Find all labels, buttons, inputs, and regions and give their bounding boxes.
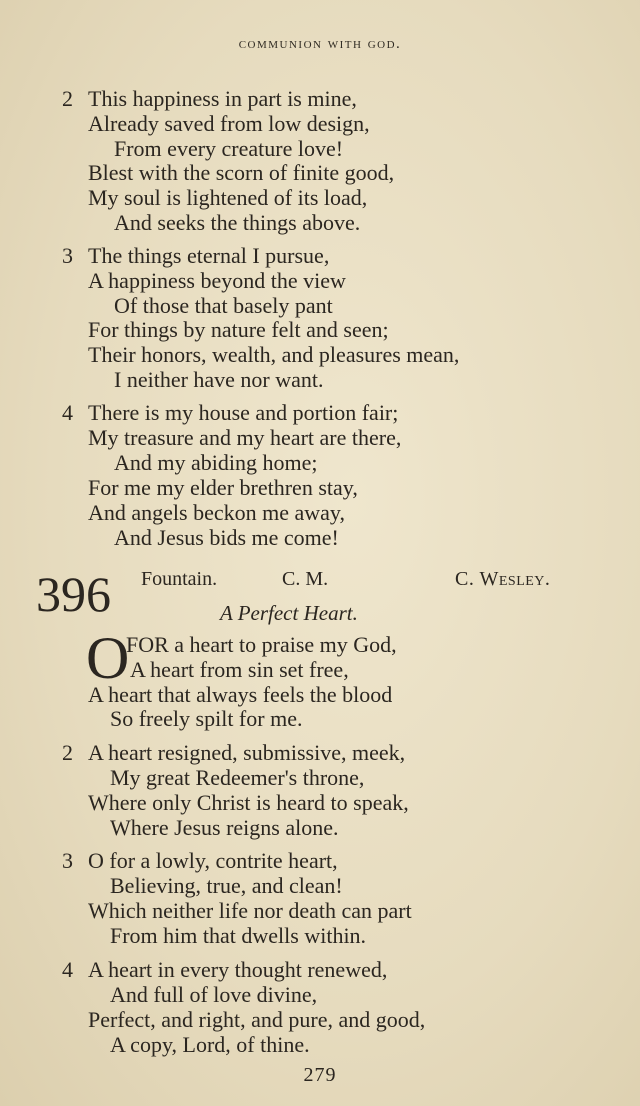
verse-line: For things by nature felt and seen; <box>88 317 389 342</box>
verse-line: My soul is lightened of its load, <box>88 185 368 210</box>
verse-line: My great Redeemer's throne, <box>110 765 365 790</box>
author: C. Wesley. <box>455 568 551 590</box>
verse-line: Believing, true, and clean! <box>110 873 343 898</box>
running-head: communion with god. <box>238 36 402 52</box>
verse-line: From him that dwells within. <box>110 923 367 948</box>
verse-line: So freely spilt for me. <box>110 706 303 731</box>
verse-line: FOR a heart to praise my God, <box>126 632 397 657</box>
verse-number: 3 <box>62 243 73 268</box>
verse-line: Already saved from low design, <box>88 111 370 136</box>
verse-number: 3 <box>62 848 73 873</box>
verse-line: Perfect, and right, and pure, and good, <box>88 1007 426 1032</box>
verse-line: Their honors, wealth, and pleasures mean, <box>88 342 460 367</box>
verse-line: And angels beckon me away, <box>88 500 345 525</box>
hymn-number: 396 <box>36 566 111 622</box>
verse-line: O for a lowly, contrite heart, <box>88 848 338 873</box>
verse-line: Blest with the scorn of finite good, <box>88 160 395 185</box>
page-number: 279 <box>303 1064 337 1086</box>
verse-line: This happiness in part is mine, <box>88 86 357 111</box>
verse-line: My treasure and my heart are there, <box>88 425 402 450</box>
meter: C. M. <box>282 568 329 590</box>
verse-line: A copy, Lord, of thine. <box>110 1032 310 1057</box>
verse-line: A heart in every thought renewed, <box>88 957 388 982</box>
verse-number: 4 <box>62 957 73 982</box>
verse-number: 2 <box>62 740 73 765</box>
verse-line: And seeks the things above. <box>114 210 361 235</box>
verse-number: 4 <box>62 400 73 425</box>
verse-line: I neither have nor want. <box>114 367 324 392</box>
verse-line: Where Jesus reigns alone. <box>110 815 339 840</box>
verse-line: The things eternal I pursue, <box>88 243 330 268</box>
tune-name: Fountain. <box>141 568 218 590</box>
verse-line: From every creature love! <box>114 136 344 161</box>
verse-number: 2 <box>62 86 73 111</box>
verse-line: Of those that basely pant <box>114 293 333 318</box>
verse-line: And full of love divine, <box>110 982 318 1007</box>
hymn-title: A Perfect Heart. <box>220 601 358 625</box>
verse-line: And my abiding home; <box>114 450 318 475</box>
verse-line: A happiness beyond the view <box>88 268 346 293</box>
verse-line: For me my elder brethren stay, <box>88 475 358 500</box>
verse-line: And Jesus bids me come! <box>114 525 339 550</box>
verse-line: A heart that always feels the blood <box>88 682 393 707</box>
verse-line: A heart from sin set free, <box>130 657 349 682</box>
drop-cap: O <box>86 625 130 691</box>
verse-line: There is my house and portion fair; <box>88 400 399 425</box>
verse-line: A heart resigned, submissive, meek, <box>88 740 406 765</box>
verse-line: Which neither life nor death can part <box>88 898 412 923</box>
verse-line: Where only Christ is heard to speak, <box>88 790 409 815</box>
